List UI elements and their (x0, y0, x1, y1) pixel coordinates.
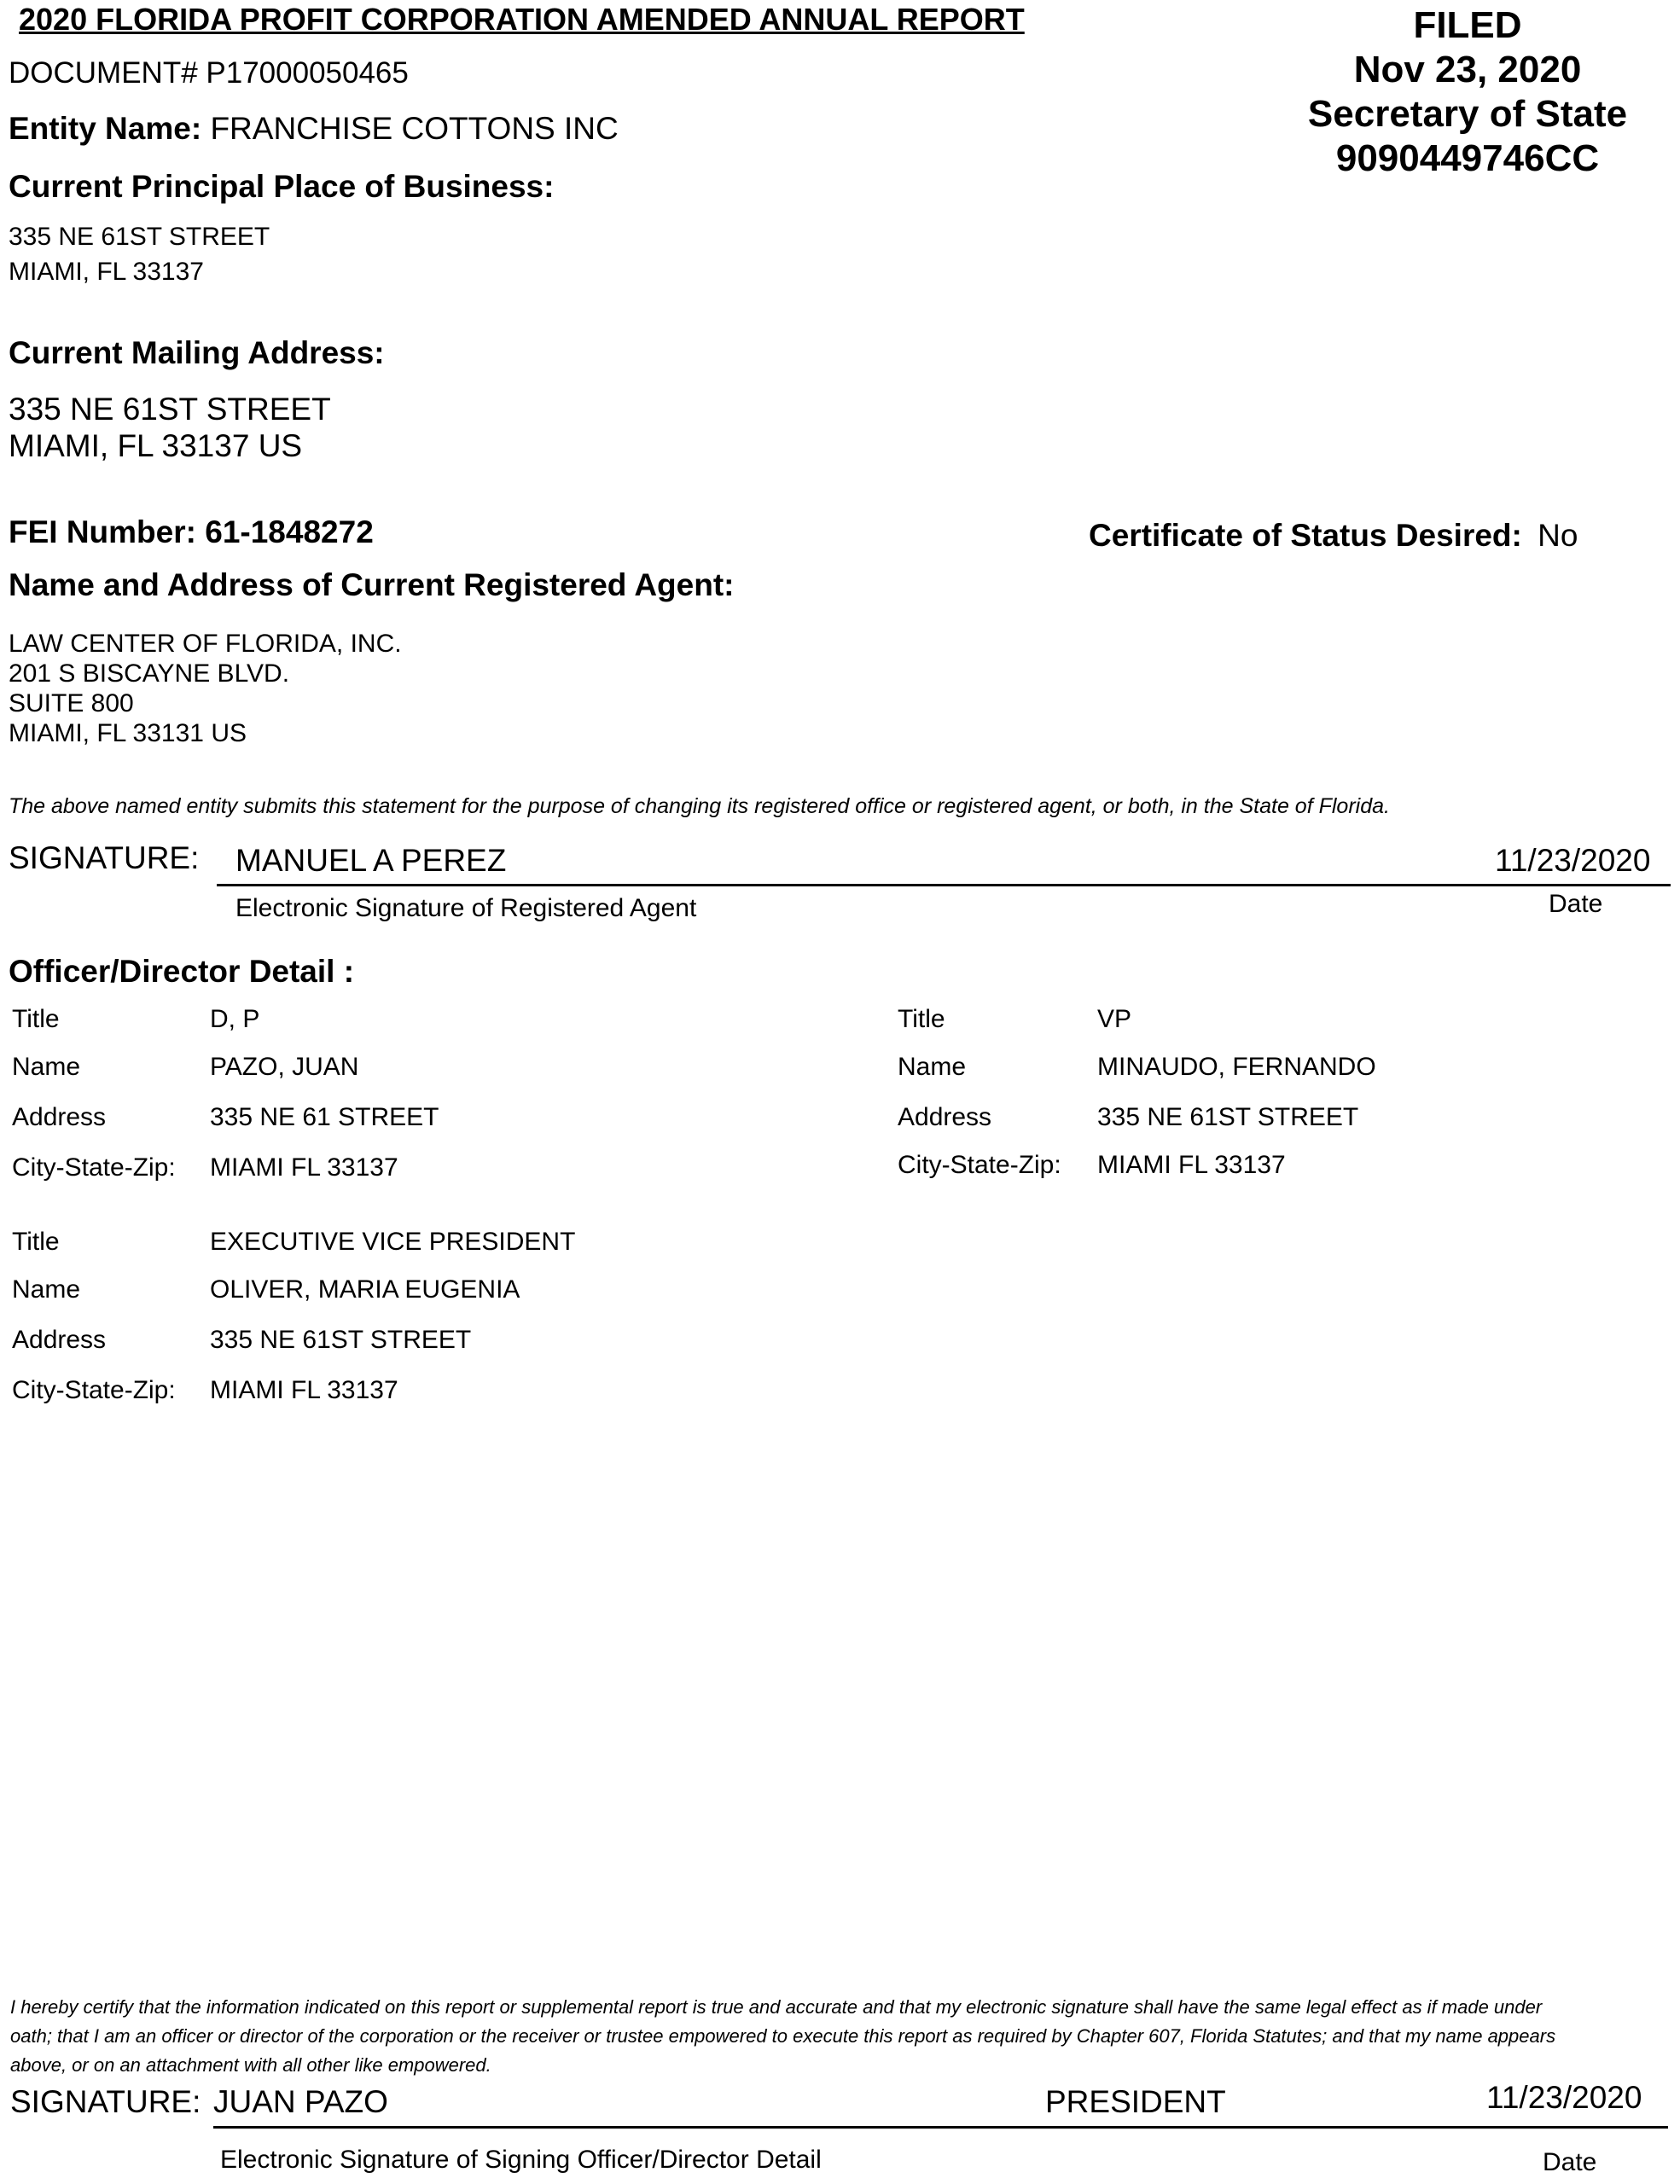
officer-3-title: EXECUTIVE VICE PRESIDENT (210, 1228, 576, 1256)
officer-3-csz: MIAMI FL 33137 (210, 1376, 398, 1404)
officer-1-name: PAZO, JUAN (210, 1053, 359, 1081)
report-title: 2020 FLORIDA PROFIT CORPORATION AMENDED ANNUAL REPORT (19, 2, 1025, 37)
registered-agent-label: Name and Address of Current Registered Agent: (9, 567, 735, 602)
officer-section-title: Officer/Director Detail : (9, 954, 355, 989)
principal-place-label: Current Principal Place of Business: (9, 169, 555, 204)
entity-name-label: Entity Name: (9, 111, 202, 146)
mailing-line1: 335 NE 61ST STREET (9, 392, 331, 427)
principal-line2: MIAMI, FL 33137 (9, 258, 204, 286)
agent-signature-caption: Electronic Signature of Registered Agent (235, 894, 697, 922)
filed-stamp-line1: FILED (1413, 4, 1522, 46)
agent-line3: SUITE 800 (9, 689, 134, 717)
registered-agent-address (9, 629, 402, 748)
officer-2-name: MINAUDO, FERNANDO (1097, 1053, 1376, 1081)
officer-1-csz: MIAMI FL 33137 (210, 1153, 398, 1182)
officer-3-address-label: Address (12, 1326, 107, 1354)
certification-text (10, 1993, 1555, 2080)
certification-line1: I hereby certify that the information indicated on this report or supplemental report is true and accurate and that my electronic signature shall have the same legal effect as if made under (10, 1996, 1543, 2018)
agent-line4: MIAMI, FL 33131 US (9, 719, 247, 747)
officer-3-csz-label: City-State-Zip: (12, 1376, 176, 1404)
agent-signature-line (217, 884, 1671, 886)
filed-stamp (1280, 3, 1655, 181)
officer-1-name-label: Name (12, 1053, 81, 1081)
filed-stamp-line3: Secretary of State (1307, 93, 1628, 135)
officer-3-address: 335 NE 61ST STREET (210, 1326, 472, 1354)
agent-line2: 201 S BISCAYNE BLVD. (9, 659, 290, 688)
agent-signature-date: 11/23/2020 (1495, 843, 1651, 878)
officer-date-caption: Date (1543, 2148, 1597, 2176)
agent-line1: LAW CENTER OF FLORIDA, INC. (9, 630, 402, 658)
principal-place-address (9, 219, 270, 289)
mailing-line2: MIAMI, FL 33137 US (9, 428, 303, 463)
certification-line2: oath; that I am an officer or director of the corporation or the receiver or trustee empowered to execute this report as required by Chapter 607, Florida Statutes; and that my name appears (10, 2025, 1556, 2047)
officer-1-csz-label: City-State-Zip: (12, 1153, 176, 1182)
officer-signature-line (213, 2126, 1668, 2129)
officer-2-csz: MIAMI FL 33137 (1097, 1151, 1286, 1179)
agent-signature-name: MANUEL A PEREZ (235, 843, 507, 878)
officer-3-name-label: Name (12, 1275, 81, 1304)
certificate-status (1089, 518, 1578, 554)
agent-signature-label: SIGNATURE: (9, 840, 200, 875)
officer-2-title-label: Title (898, 1005, 945, 1033)
officer-2-name-label: Name (898, 1053, 967, 1081)
certification-line3: above, or on an attachment with all other like empowered. (10, 2054, 491, 2076)
mailing-address (9, 391, 331, 464)
officer-2-address-label: Address (898, 1103, 992, 1131)
officer-2-address: 335 NE 61ST STREET (1097, 1103, 1359, 1131)
officer-1-title-label: Title (12, 1005, 60, 1033)
officer-signature-caption: Electronic Signature of Signing Officer/Director Detail (220, 2146, 822, 2174)
mailing-address-label: Current Mailing Address: (9, 335, 385, 370)
principal-line1: 335 NE 61ST STREET (9, 223, 270, 251)
officer-2-title: VP (1097, 1005, 1132, 1033)
filed-stamp-line4: 9090449746CC (1335, 137, 1600, 179)
agent-statement: The above named entity submits this statement for the purpose of changing its registered office or registered agent, or both, in the State of Florida. (9, 794, 1390, 818)
fei-number (9, 514, 374, 550)
certificate-status-label: Certificate of Status Desired: (1089, 518, 1522, 553)
filed-stamp-line2: Nov 23, 2020 (1353, 49, 1582, 90)
certificate-status-value: No (1538, 518, 1578, 553)
officer-signature-title: PRESIDENT (1045, 2084, 1226, 2119)
agent-date-caption: Date (1549, 890, 1603, 918)
officer-3-name: OLIVER, MARIA EUGENIA (210, 1275, 520, 1304)
officer-1-title: D, P (210, 1005, 260, 1033)
officer-3-title-label: Title (12, 1228, 60, 1256)
officer-1-address-label: Address (12, 1103, 107, 1131)
entity-name-value: FRANCHISE COTTONS INC (210, 111, 619, 146)
entity-name-row (9, 111, 619, 147)
officer-2-csz-label: City-State-Zip: (898, 1151, 1061, 1179)
document-number: DOCUMENT# P17000050465 (9, 56, 409, 90)
officer-signature-label: SIGNATURE: (10, 2084, 201, 2119)
officer-signature-name: JUAN PAZO (213, 2084, 388, 2119)
fei-label: FEI Number: (9, 514, 196, 549)
officer-signature-date: 11/23/2020 (1486, 2080, 1642, 2115)
fei-value: 61-1848272 (205, 514, 374, 549)
officer-1-address: 335 NE 61 STREET (210, 1103, 439, 1131)
